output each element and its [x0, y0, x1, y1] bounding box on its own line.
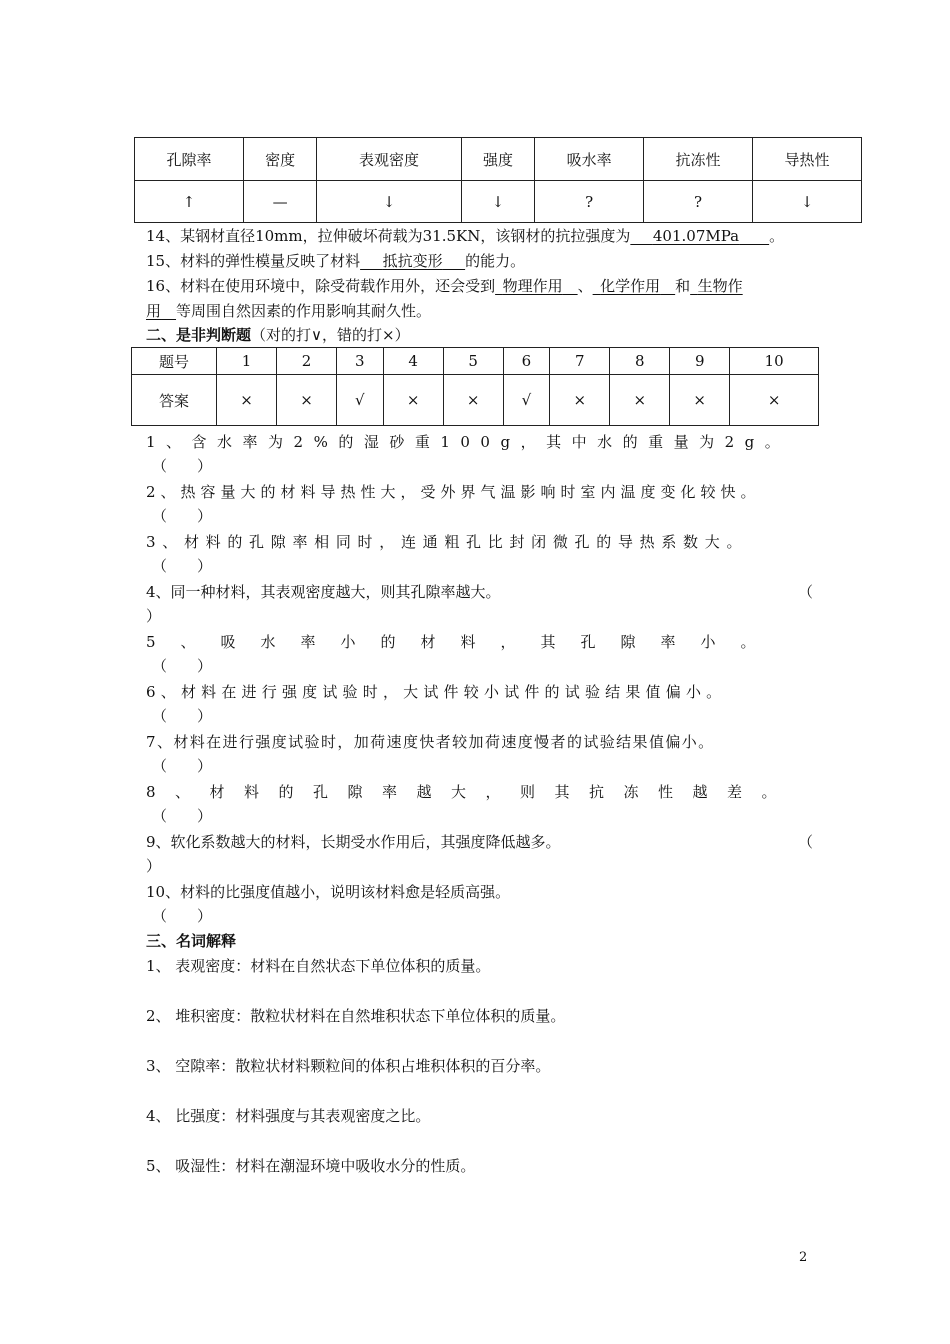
- q14-answer: 401.07MPa: [652, 227, 740, 245]
- header-cell: 吸水率: [535, 138, 644, 181]
- answer-cell: ×: [383, 375, 443, 426]
- number-cell: 1: [217, 348, 277, 375]
- answer-table: [131, 347, 819, 426]
- header-cell: 强度: [461, 138, 534, 181]
- number-cell: 3: [336, 348, 383, 375]
- number-cell: 9: [670, 348, 730, 375]
- q16-answer3b: 用: [146, 302, 162, 320]
- q15-end: 的能力。: [465, 252, 526, 270]
- judge-item: 9、软化系数越大的材料，长期受水作用后，其强度降低越多。: [146, 833, 561, 851]
- value-cell: ↑: [135, 181, 244, 223]
- question-15: [146, 251, 525, 271]
- question-14: [146, 226, 784, 246]
- value-cell: ↓: [317, 181, 461, 223]
- term-definition: 2、 堆积密度：散粒状材料在自然堆积状态下单位体积的质量。: [146, 1007, 566, 1025]
- number-cell: 5: [443, 348, 503, 375]
- answer-row: [132, 375, 819, 426]
- property-table: [134, 137, 862, 223]
- q16-sep1: 、: [577, 277, 593, 295]
- number-cell: 6: [503, 348, 550, 375]
- q14-text: 14、某钢材直径10mm，拉伸破坏荷载为31.5KN，该钢材的抗拉强度为: [146, 227, 631, 245]
- judge-item: 1、含水率为2%的湿砂重100g，其中水的重量为2g。: [146, 433, 791, 451]
- answer-cell: ×: [443, 375, 503, 426]
- value-cell: ?: [535, 181, 644, 223]
- judge-item: 3、材料的孔隙率相同时，连通粗孔比封闭微孔的导热系数大。: [146, 533, 749, 551]
- number-cell: 2: [276, 348, 336, 375]
- header-cell: 抗冻性: [644, 138, 753, 181]
- number-cell: 10: [730, 348, 819, 375]
- page-number: 2: [799, 1250, 808, 1265]
- judge-blank: （ ）: [152, 807, 213, 825]
- section3-title: 三、名词解释: [146, 932, 237, 950]
- judge-item: 6、材料在进行强度试验时，大试件较小试件的试验结果值偏小。: [146, 683, 727, 701]
- property-header-row: [135, 138, 862, 181]
- answer-cell: √: [503, 375, 550, 426]
- judge-item: 5、吸水率小的材料，其孔隙率小。: [146, 633, 781, 651]
- q16-sep2: 和: [675, 277, 691, 295]
- judge-blank: （ ）: [152, 707, 213, 725]
- number-cell: 8: [610, 348, 670, 375]
- judge-blank: （ ）: [152, 507, 213, 525]
- q15-text: 15、材料的弹性模量反映了材料: [146, 252, 361, 270]
- answer-cell: ×: [550, 375, 610, 426]
- judge-paren-open: （: [798, 583, 814, 601]
- judge-item: 7、材料在进行强度试验时，加荷速度快者较加荷速度慢者的试验结果值偏小。: [146, 733, 715, 751]
- answer-cell: ×: [217, 375, 277, 426]
- value-cell: ?: [644, 181, 753, 223]
- answer-cell: ×: [276, 375, 336, 426]
- judge-paren-open: （: [798, 833, 814, 851]
- answer-cell: √: [336, 375, 383, 426]
- answer-cell: ×: [610, 375, 670, 426]
- q16-end: 等周围自然因素的作用影响其耐久性。: [176, 302, 432, 320]
- judge-item: 10、材料的比强度值越小，说明该材料愈是轻质高强。: [146, 883, 511, 901]
- header-cell: 导热性: [753, 138, 862, 181]
- header-cell: 孔隙率: [135, 138, 244, 181]
- q16-answer3a: 生物作: [697, 277, 743, 295]
- row-label: 答案: [132, 375, 217, 426]
- section2-heading: [146, 325, 410, 345]
- judge-item: 4、同一种材料，其表观密度越大，则其孔隙率越大。: [146, 583, 501, 601]
- header-cell: 表观密度: [317, 138, 461, 181]
- number-cell: 4: [383, 348, 443, 375]
- term-definition: 5、 吸湿性：材料在潮湿环境中吸收水分的性质。: [146, 1157, 476, 1175]
- section2-title: 二、是非判断题: [146, 326, 252, 344]
- answer-number-row: [132, 348, 819, 375]
- q15-answer: 抵抗变形: [382, 252, 443, 270]
- judge-blank: （ ）: [152, 457, 213, 475]
- judge-blank: （ ）: [152, 757, 213, 775]
- judge-item: 8、材料的孔隙率越大，则其抗冻性越差。: [146, 783, 797, 801]
- answer-cell: ×: [670, 375, 730, 426]
- judge-item: 2、热容量大的材料导热性大，受外界气温影响时室内温度变化较快。: [146, 483, 761, 501]
- number-cell: 7: [550, 348, 610, 375]
- property-value-row: [135, 181, 862, 223]
- judge-paren-close: ）: [146, 607, 162, 625]
- judge-blank: （ ）: [152, 657, 213, 675]
- answer-cell: ×: [730, 375, 819, 426]
- q16-answer1: 物理作用: [502, 277, 563, 295]
- question-16-line2: [146, 301, 431, 321]
- q16-answer2: 化学作用: [600, 277, 661, 295]
- q16-text: 16、材料在使用环境中，除受荷载作用外，还会受到: [146, 277, 496, 295]
- value-cell: ↓: [753, 181, 862, 223]
- term-definition: 3、 空隙率：散粒状材料颗粒间的体积占堆积体积的百分率。: [146, 1057, 551, 1075]
- judge-blank: （ ）: [152, 557, 213, 575]
- section2-note: （对的打∨，错的打×）: [251, 326, 410, 344]
- question-16-line1: [146, 276, 743, 296]
- q14-end: 。: [769, 227, 785, 245]
- value-cell: —: [243, 181, 316, 223]
- term-definition: 1、 表观密度：材料在自然状态下单位体积的质量。: [146, 957, 491, 975]
- judge-paren-close: ）: [146, 857, 162, 875]
- value-cell: ↓: [461, 181, 534, 223]
- term-definition: 4、 比强度：材料强度与其表观密度之比。: [146, 1107, 431, 1125]
- judge-blank: （ ）: [152, 907, 213, 925]
- header-cell: 密度: [243, 138, 316, 181]
- row-label: 题号: [132, 348, 217, 375]
